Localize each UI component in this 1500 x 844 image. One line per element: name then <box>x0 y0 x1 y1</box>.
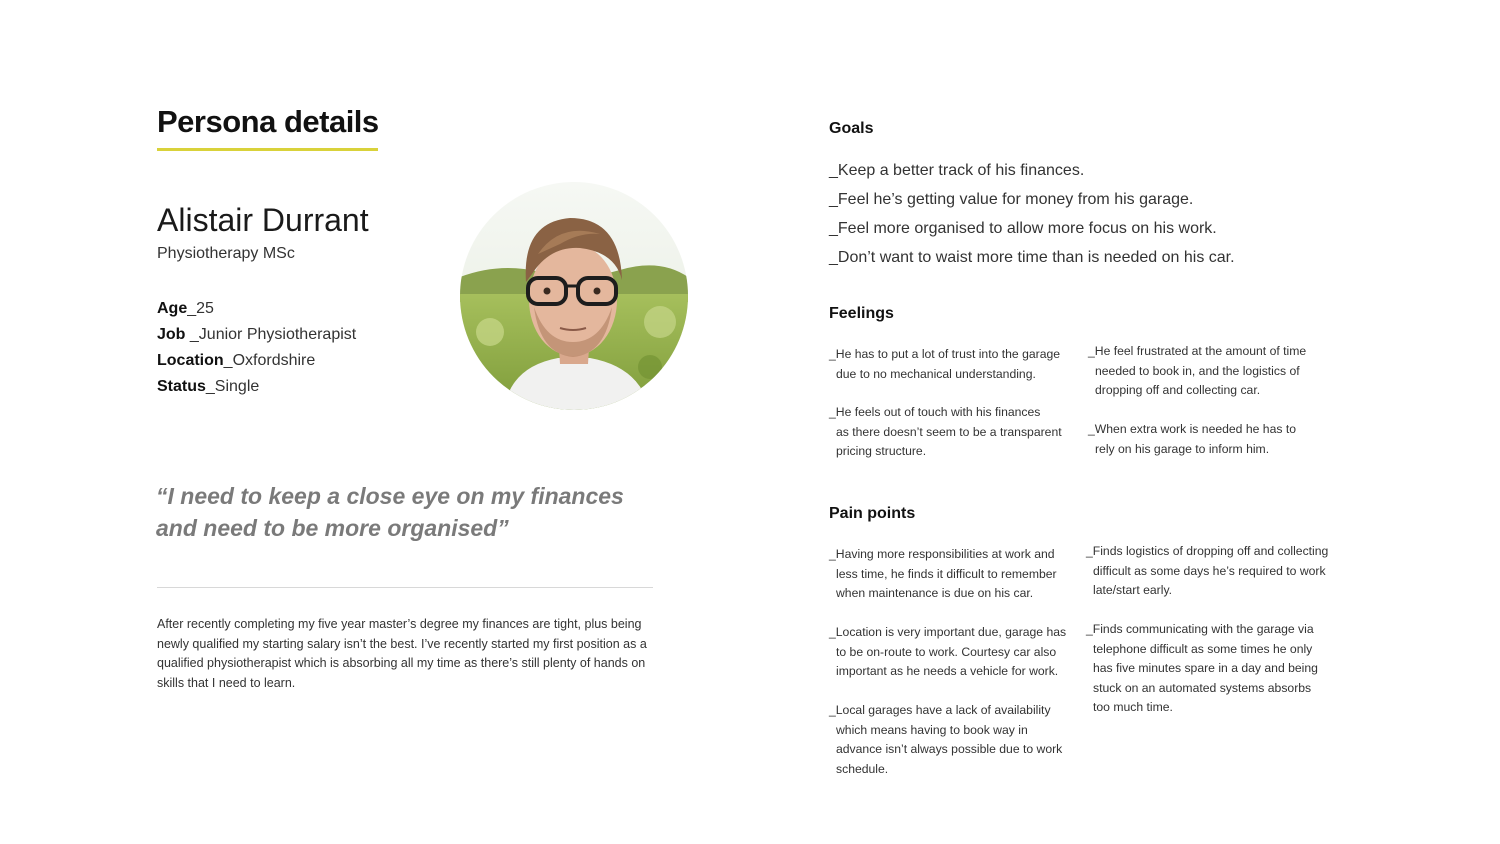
attr-age-label: Age <box>157 300 188 317</box>
feeling-item-rest: needed to book in, and the logistics of dropping off and collecting car. <box>1095 363 1300 397</box>
goal-item: _Don’t want to waist more time than is needed on his car. <box>829 249 1235 266</box>
pain-point-item <box>1086 620 1331 718</box>
goal-item: _Feel more organised to allow more focus on his work. <box>829 220 1217 237</box>
feeling-item <box>829 345 1074 384</box>
pain-point-item <box>1086 542 1338 601</box>
attr-age <box>157 296 356 322</box>
title-underline <box>157 148 378 151</box>
goal-item: _Feel he’s getting value for money from his garage. <box>829 191 1194 208</box>
pain-point-item <box>829 545 1074 604</box>
persona-photo <box>460 182 688 410</box>
goals-list <box>829 156 1235 272</box>
feeling-item <box>829 403 1074 462</box>
feeling-item <box>1088 420 1328 459</box>
feelings-heading: Feelings <box>829 305 894 322</box>
pain-points-heading: Pain points <box>829 505 916 522</box>
persona-attributes <box>157 296 356 400</box>
pain-point-item-rest: less time, he finds it difficult to remember when maintenance is due on his car. <box>836 566 1057 600</box>
pain-point-item-first: _Finds logistics of dropping off and collecting <box>1086 544 1329 558</box>
attr-age-value: _25 <box>187 300 214 317</box>
attr-job-label: Job <box>157 326 186 343</box>
pain-point-item <box>829 701 1074 779</box>
persona-subtitle: Physiotherapy MSc <box>157 245 295 262</box>
attr-job <box>157 322 356 348</box>
pain-point-item-first: _Local garages have a lack of availability <box>829 703 1051 717</box>
feeling-item-first: _He feels out of touch with his finances <box>829 405 1041 419</box>
pain-point-item-first: _Finds communicating with the garage via <box>1086 622 1314 636</box>
pain-point-item-rest: which means having to book way in advance isn’t always possible due to work schedule. <box>836 722 1063 776</box>
attr-status-label: Status <box>157 378 206 395</box>
pain-point-item-first: _Having more responsibilities at work and <box>829 547 1055 561</box>
attr-status <box>157 374 356 400</box>
persona-photo-icon <box>460 182 688 410</box>
attr-job-value: _Junior Physiotherapist <box>185 326 357 343</box>
section-title: Persona details <box>157 104 379 139</box>
pain-point-item-rest: telephone difficult as some times he only has five minutes spare in a day and being stuck on an automated systems absorbs too much time. <box>1093 641 1318 714</box>
pain-point-item-rest: to be on-route to work. Courtesy car also important as he needs a vehicle for work. <box>836 644 1059 678</box>
feeling-item-rest: as there doesn’t seem to be a transparent pricing structure. <box>836 424 1062 458</box>
feeling-item-rest: rely on his garage to inform him. <box>1095 441 1270 456</box>
persona-bio: After recently completing my five year master’s degree my finances are tight, plus being newly qualified my starting salary isn’t the best. I’ve recently started my first position as a qualified physiotherapist which is absorbing all my time as there’s still plenty of hands on skills that I need to learn. <box>157 617 647 690</box>
pain-point-item <box>829 623 1074 682</box>
divider <box>157 587 653 588</box>
feeling-item <box>1088 342 1328 401</box>
goals-heading: Goals <box>829 120 874 137</box>
attr-location <box>157 348 356 374</box>
pain-point-item-rest: difficult as some days he’s required to work late/start early. <box>1093 563 1326 597</box>
feeling-item-first: _He has to put a lot of trust into the garage <box>829 347 1061 361</box>
goal-item: _Keep a better track of his finances. <box>829 162 1085 179</box>
feeling-item-first: _When extra work is needed he has to <box>1088 422 1296 436</box>
persona-name: Alistair Durrant <box>157 202 369 238</box>
attr-location-label: Location <box>157 352 224 369</box>
feeling-item-first: _He feel frustrated at the amount of time <box>1088 344 1307 358</box>
feeling-item-rest: due to no mechanical understanding. <box>836 366 1036 381</box>
persona-quote: “I need to keep a close eye on my finances and need to be more organised” <box>156 483 624 541</box>
attr-location-value: _Oxfordshire <box>223 352 316 369</box>
pain-point-item-first: _Location is very important due, garage has <box>829 625 1067 639</box>
attr-status-value: _Single <box>205 378 260 395</box>
